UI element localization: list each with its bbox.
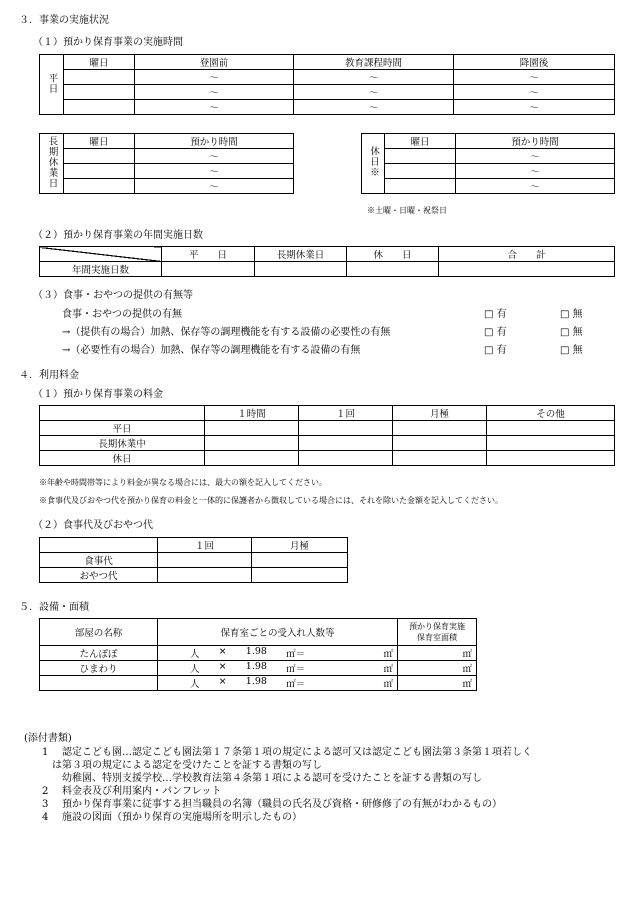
attachment-1-line-1: 認定こども園…認定こども園法第１７条第１項の規定による認可又は認定こども園法第３条第１項若しく xyxy=(62,747,532,758)
col-after: 降園後 xyxy=(454,55,615,70)
meal-fees-table xyxy=(39,537,348,583)
attachment-num-2: 2 xyxy=(42,786,49,797)
holiday-label: 休日※ xyxy=(362,134,385,194)
holiday-note: ※土曜・日曜・祝祭日 xyxy=(367,206,447,215)
formula-person: 人 xyxy=(190,649,200,660)
time-cell[interactable]: ～ xyxy=(135,100,294,115)
capacity-cell[interactable] xyxy=(158,676,398,691)
row-snack: おやつ代 xyxy=(40,568,158,583)
formula-value: 1.98 xyxy=(245,646,267,657)
section4-heading: ４．利用料金 xyxy=(19,370,79,381)
formula-value: 1.98 xyxy=(245,676,267,687)
day-cell[interactable] xyxy=(385,164,456,179)
weekday-hours-table xyxy=(39,54,615,115)
day-cell[interactable] xyxy=(385,149,456,164)
row-long-break: 長期休業中 xyxy=(40,436,205,451)
day-cell[interactable] xyxy=(385,179,456,194)
attachment-4-line-1: 施設の図面（預かり保育の実施場所を明示したもの） xyxy=(62,812,302,823)
facilities-table xyxy=(39,618,477,691)
row-holiday: 休日 xyxy=(40,451,205,466)
time-cell[interactable]: ～ xyxy=(294,100,454,115)
col-1time: １回 xyxy=(299,406,393,421)
fee-cell[interactable] xyxy=(393,436,487,451)
fee-cell[interactable] xyxy=(205,451,299,466)
attachment-num-3: 3 xyxy=(42,799,49,810)
time-cell[interactable]: ～ xyxy=(135,149,294,164)
fee-cell[interactable] xyxy=(487,436,615,451)
day-cell[interactable] xyxy=(64,164,135,179)
time-cell[interactable]: ～ xyxy=(135,179,294,194)
fee-cell[interactable] xyxy=(299,421,393,436)
long-break-label: 長期休業日 xyxy=(40,134,64,194)
fee-cell[interactable] xyxy=(299,451,393,466)
row-weekday: 平日 xyxy=(40,421,205,436)
time-cell[interactable]: ～ xyxy=(454,100,615,115)
col-day: 曜日 xyxy=(64,134,135,149)
blank-header xyxy=(40,538,158,553)
section4-sub2-title: （２）食事代及びおやつ代 xyxy=(33,520,153,531)
time-cell[interactable]: ～ xyxy=(294,70,454,85)
attachment-num-1: 1 xyxy=(42,747,49,758)
col-area: 預かり保育実施 保育室面積 xyxy=(398,619,477,646)
checkbox-yes[interactable]: □ 有 xyxy=(484,345,507,356)
row-annual-days: 年間実施日数 xyxy=(40,262,162,277)
area-cell[interactable]: ㎡ xyxy=(398,661,477,676)
unit-m2: ㎡ xyxy=(383,664,393,675)
col-monthly: 月極 xyxy=(252,538,348,553)
checkbox-no[interactable]: □ 無 xyxy=(560,327,583,338)
capacity-cell[interactable] xyxy=(158,646,398,661)
fee-cell[interactable] xyxy=(252,568,348,583)
checkbox-no[interactable]: □ 無 xyxy=(560,309,583,320)
col-day: 曜日 xyxy=(385,134,456,149)
time-cell[interactable]: ～ xyxy=(135,164,294,179)
checkbox-yes[interactable]: □ 有 xyxy=(484,309,507,320)
col-holiday: 休 日 xyxy=(347,247,439,262)
attachment-1-line-3: 幼稚園、特別支援学校…学校教育法第４条第１項による認可を受けたことを証する書類の写し xyxy=(62,773,482,784)
checkbox-yes[interactable]: □ 有 xyxy=(484,327,507,338)
fee-cell[interactable] xyxy=(252,553,348,568)
attachment-1-line-2: は第３項の規定による認定を受けたことを証する書類の写し xyxy=(52,760,322,771)
diagonal-cell xyxy=(40,247,162,262)
capacity-cell[interactable] xyxy=(158,661,398,676)
time-cell[interactable]: ～ xyxy=(456,149,615,164)
fees-note-1: ※年齢や時間帯等により料金が異なる場合には、最大の額を記入してください。 xyxy=(39,478,327,487)
col-1time: １回 xyxy=(158,538,252,553)
room-name-cell[interactable] xyxy=(40,676,158,691)
unit-m2: ㎡ xyxy=(383,679,393,690)
fee-cell[interactable] xyxy=(158,568,252,583)
formula-times: × xyxy=(218,676,227,687)
fee-cell[interactable] xyxy=(205,421,299,436)
meal-question-2: →（提供有の場合）加熱、保存等の調理機能を有する設備の必要性の有無 xyxy=(62,327,391,338)
formula-unit-eq: ㎡＝ xyxy=(286,664,306,675)
fee-cell[interactable] xyxy=(487,421,615,436)
formula-unit-eq: ㎡＝ xyxy=(286,679,306,690)
time-cell[interactable]: ～ xyxy=(454,85,615,100)
input-cell[interactable] xyxy=(162,262,255,277)
formula-value: 1.98 xyxy=(245,661,267,672)
section3-sub3-title: （３）食事・おやつの提供の有無等 xyxy=(33,290,193,301)
annual-days-table xyxy=(39,246,615,277)
col-weekday: 平 日 xyxy=(162,247,255,262)
col-total: 合 計 xyxy=(439,247,615,262)
col-day: 曜日 xyxy=(64,55,135,70)
weekday-day-cell[interactable] xyxy=(64,100,135,115)
input-cell[interactable] xyxy=(255,262,347,277)
day-cell[interactable] xyxy=(64,179,135,194)
input-cell[interactable] xyxy=(347,262,439,277)
input-cell[interactable] xyxy=(439,262,615,277)
checkbox-no[interactable]: □ 無 xyxy=(560,345,583,356)
fees-table xyxy=(39,405,615,466)
col-room-name: 部屋の名称 xyxy=(40,619,158,646)
time-cell[interactable]: ～ xyxy=(135,70,294,85)
formula-times: × xyxy=(218,646,227,657)
blank-header xyxy=(40,406,205,421)
time-cell[interactable]: ～ xyxy=(456,164,615,179)
col-during: 教育課程時間 xyxy=(294,55,454,70)
day-cell[interactable] xyxy=(64,149,135,164)
section4-sub1-title: （１）預かり保育事業の料金 xyxy=(33,389,163,400)
area-cell[interactable]: ㎡ xyxy=(398,646,477,661)
section3-heading: ３．事業の実施状況 xyxy=(19,15,109,26)
time-cell[interactable]: ～ xyxy=(456,179,615,194)
fees-note-2: ※食事代及びおやつ代を預かり保育の料金と一体的に保護者から徴収している場合には、それを除いた金額を記入してください。 xyxy=(39,496,503,505)
attachment-num-4: 4 xyxy=(42,812,49,823)
section3-sub1-title: （１）預かり保育事業の実施時間 xyxy=(33,37,183,48)
fee-cell[interactable] xyxy=(393,451,487,466)
long-break-hours-table xyxy=(39,133,294,194)
formula-person: 人 xyxy=(190,679,200,690)
col-1hour: １時間 xyxy=(205,406,299,421)
room-name-cell[interactable]: たんぽぽ xyxy=(40,646,158,661)
meal-question-3: →（必要性有の場合）加熱、保存等の調理機能を有する設備の有無 xyxy=(62,345,361,356)
attachment-3-line-1: 預かり保育事業に従事する担当職員の名簿（職員の氏名及び資格・研修修了の有無がわかるもの） xyxy=(62,799,502,810)
col-other: その他 xyxy=(487,406,615,421)
section3-sub2-title: （２）預かり保育事業の年間実施日数 xyxy=(33,230,203,241)
weekday-label: 平日 xyxy=(40,55,64,115)
unit-m2: ㎡ xyxy=(383,649,393,660)
col-monthly: 月極 xyxy=(393,406,487,421)
formula-times: × xyxy=(218,661,227,672)
holiday-hours-table xyxy=(361,133,615,194)
row-meal: 食事代 xyxy=(40,553,158,568)
weekday-day-cell[interactable] xyxy=(64,85,135,100)
fee-cell[interactable] xyxy=(393,421,487,436)
time-cell[interactable]: ～ xyxy=(454,70,615,85)
fee-cell[interactable] xyxy=(487,451,615,466)
col-capacity: 保育室ごとの受入れ人数等 xyxy=(158,619,398,646)
time-cell[interactable]: ～ xyxy=(294,85,454,100)
attachment-2-line-1: 料金表及び利用案内・パンフレット xyxy=(62,786,222,797)
weekday-day-cell[interactable] xyxy=(64,70,135,85)
fee-cell[interactable] xyxy=(299,436,393,451)
time-cell[interactable]: ～ xyxy=(135,85,294,100)
fee-cell[interactable] xyxy=(205,436,299,451)
fee-cell[interactable] xyxy=(158,553,252,568)
attachments-heading: (添付書類) xyxy=(24,733,72,744)
col-hours: 預かり時間 xyxy=(135,134,294,149)
section5-heading: ５．設備・面積 xyxy=(19,602,89,613)
room-name-cell[interactable]: ひまわり xyxy=(40,661,158,676)
area-cell[interactable]: ㎡ xyxy=(398,676,477,691)
meal-question-1: 食事・おやつの提供の有無 xyxy=(62,309,182,320)
formula-unit-eq: ㎡＝ xyxy=(286,649,306,660)
col-before: 登園前 xyxy=(135,55,294,70)
col-long-break: 長期休業日 xyxy=(255,247,347,262)
col-hours: 預かり時間 xyxy=(456,134,615,149)
formula-person: 人 xyxy=(190,664,200,675)
